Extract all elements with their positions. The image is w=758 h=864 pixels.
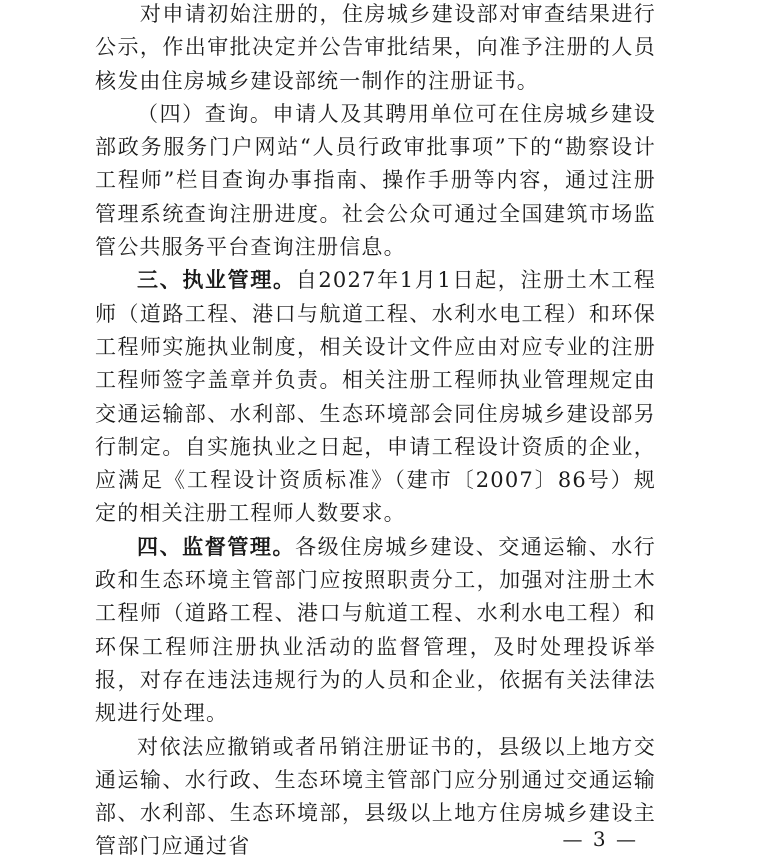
section-heading-supervision: 四、监督管理。 — [137, 534, 296, 559]
section-body-supervision: 各级住房城乡建设、交通运输、水行政和生态环境主管部门应按照职责分工，加强对注册土木工程师（道路工程、港口与航道工程、水利水电工程）和环保工程师注册执业活动的监督管理，及时处理投诉举报，对存在违法违规行为的人员和企业，依据有关法律法规进行处理。 — [95, 534, 656, 726]
paragraph-initial-registration: 对申请初始注册的，住房城乡建设部对审查结果进行公示，作出审批决定并公告审批结果，向准予注册的人员核发由住房城乡建设部统一制作的注册证书。 — [95, 2, 656, 93]
section-heading-practice-management: 三、执业管理。 — [137, 268, 296, 293]
paragraph-practice-management — [95, 264, 656, 530]
paragraph-query: （四）查询。申请人及其聘用单位可在住房城乡建设部政务服务门户网站“人员行政审批事项”下的“勘察设计工程师”栏目查询办事指南、操作手册等内容，通过注册管理系统查询注册进度。社会公众可通过全国建筑市场监管公共服务平台查询注册信息。 — [95, 101, 656, 260]
paragraph-revocation: 对依法应撤销或者吊销注册证书的，县级以上地方交通运输、水行政、生态环境主管部门应分别通过交通运输部、水利部、生态环境部，县级以上地方住房城乡建设主管部门应通过省 — [95, 734, 656, 859]
page-number: — 3 — — [562, 827, 638, 851]
section-body-practice-management: 自2027年1月1日起，注册土木工程师（道路工程、港口与航道工程、水利水电工程）和环保工程师实施执业制度，相关设计文件应由对应专业的注册工程师签字盖章并负责。相关注册工程师执业管理规定由交通运输部、水利部、生态环境部会同住房城乡建设部另行制定。自实施执业之日起，申请工程设计资质的企业，应满足《工程设计资质标准》（建市〔2007〕86号）规定的相关注册工程师人数要求。 — [95, 268, 657, 526]
paragraph-supervision — [95, 531, 656, 731]
